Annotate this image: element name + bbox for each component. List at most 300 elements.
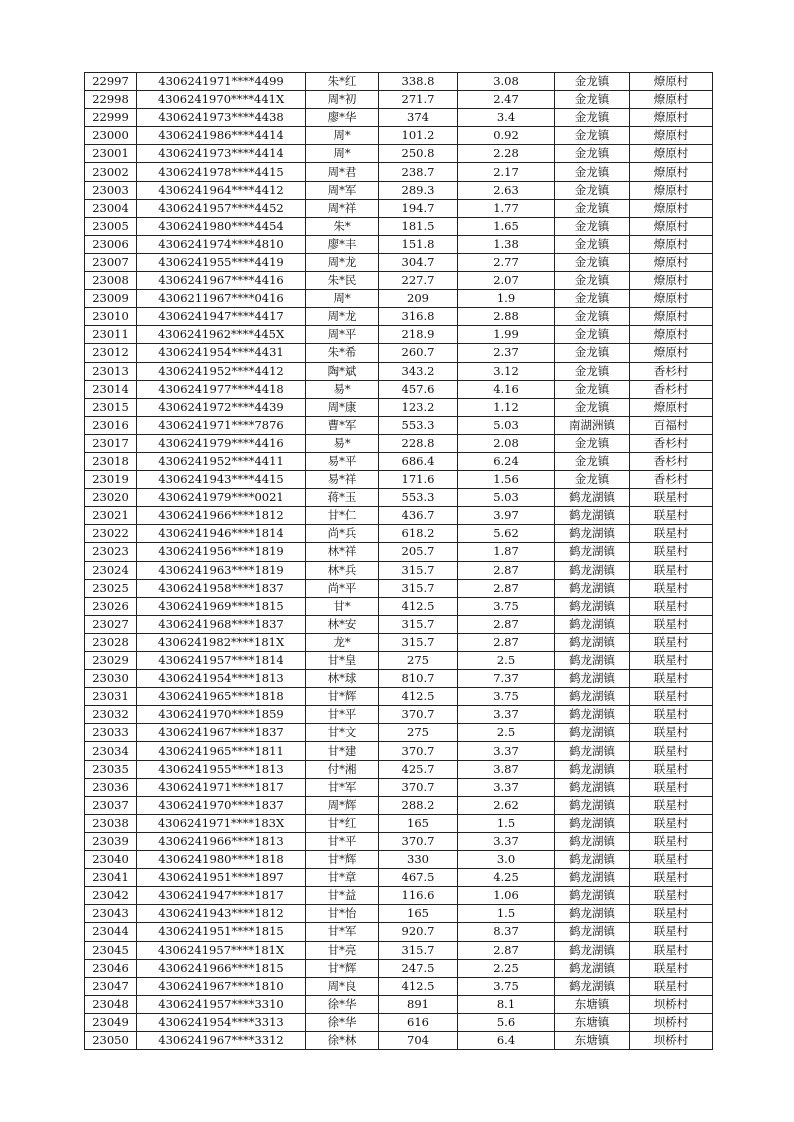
name-cell: 朱*红: [306, 73, 379, 91]
name-cell: 易*平: [306, 452, 379, 470]
area-cell: 315.7: [379, 561, 458, 579]
village-cell: 联星村: [630, 742, 713, 760]
id-number-cell: 4306241947****4417: [137, 308, 306, 326]
id-number-cell: 4306241943****4415: [137, 471, 306, 489]
table-row: [85, 91, 713, 109]
amount-cell: 2.28: [458, 145, 555, 163]
area-cell: 412.5: [379, 688, 458, 706]
village-cell: 联星村: [630, 851, 713, 869]
name-cell: 林*兵: [306, 561, 379, 579]
id-number-cell: 4306241958****1837: [137, 579, 306, 597]
area-cell: 315.7: [379, 633, 458, 651]
row-number-cell: 23004: [85, 199, 137, 217]
village-cell: 联星村: [630, 597, 713, 615]
village-cell: 联星村: [630, 905, 713, 923]
row-number-cell: 23026: [85, 597, 137, 615]
name-cell: 林*祥: [306, 543, 379, 561]
id-number-cell: 4306241966****1812: [137, 507, 306, 525]
table-row: [85, 597, 713, 615]
area-cell: 370.7: [379, 706, 458, 724]
area-cell: 275: [379, 652, 458, 670]
amount-cell: 3.37: [458, 832, 555, 850]
amount-cell: 2.47: [458, 91, 555, 109]
name-cell: 林*安: [306, 615, 379, 633]
name-cell: 甘*平: [306, 832, 379, 850]
table-row: [85, 489, 713, 507]
name-cell: 甘*辉: [306, 688, 379, 706]
name-cell: 周*: [306, 290, 379, 308]
id-number-cell: 4306241952****4411: [137, 452, 306, 470]
name-cell: 朱*: [306, 217, 379, 235]
table-row: [85, 561, 713, 579]
town-cell: 鹤龙湖镇: [555, 742, 630, 760]
amount-cell: 6.24: [458, 452, 555, 470]
name-cell: 甘*仁: [306, 507, 379, 525]
name-cell: 周*平: [306, 326, 379, 344]
table-row: [85, 742, 713, 760]
row-number-cell: 23000: [85, 127, 137, 145]
table-row: [85, 416, 713, 434]
amount-cell: 2.87: [458, 615, 555, 633]
area-cell: 316.8: [379, 308, 458, 326]
id-number-cell: 4306241970****441X: [137, 91, 306, 109]
table-row: [85, 362, 713, 380]
row-number-cell: 23029: [85, 652, 137, 670]
name-cell: 易*祥: [306, 471, 379, 489]
town-cell: 鹤龙湖镇: [555, 579, 630, 597]
village-cell: 燎原村: [630, 253, 713, 271]
village-cell: 坝桥村: [630, 1031, 713, 1049]
amount-cell: 3.4: [458, 109, 555, 127]
town-cell: 金龙镇: [555, 380, 630, 398]
id-number-cell: 4306241955****4419: [137, 253, 306, 271]
area-cell: 205.7: [379, 543, 458, 561]
amount-cell: 1.5: [458, 905, 555, 923]
id-number-cell: 4306241970****1837: [137, 796, 306, 814]
town-cell: 金龙镇: [555, 91, 630, 109]
area-cell: 238.7: [379, 163, 458, 181]
area-cell: 553.3: [379, 416, 458, 434]
village-cell: 燎原村: [630, 326, 713, 344]
area-cell: 218.9: [379, 326, 458, 344]
id-number-cell: 4306241952****4412: [137, 362, 306, 380]
village-cell: 联星村: [630, 778, 713, 796]
table-row: [85, 109, 713, 127]
town-cell: 金龙镇: [555, 290, 630, 308]
area-cell: 920.7: [379, 923, 458, 941]
amount-cell: 1.9: [458, 290, 555, 308]
row-number-cell: 23047: [85, 977, 137, 995]
area-cell: 165: [379, 905, 458, 923]
name-cell: 甘*亮: [306, 941, 379, 959]
name-cell: 尚*平: [306, 579, 379, 597]
name-cell: 廖*华: [306, 109, 379, 127]
town-cell: 鹤龙湖镇: [555, 507, 630, 525]
row-number-cell: 23044: [85, 923, 137, 941]
id-number-cell: 4306241973****4438: [137, 109, 306, 127]
town-cell: 金龙镇: [555, 199, 630, 217]
id-number-cell: 4306241978****4415: [137, 163, 306, 181]
row-number-cell: 23024: [85, 561, 137, 579]
row-number-cell: 23028: [85, 633, 137, 651]
town-cell: 金龙镇: [555, 181, 630, 199]
table-row: [85, 471, 713, 489]
area-cell: 101.2: [379, 127, 458, 145]
name-cell: 周*康: [306, 398, 379, 416]
area-cell: 304.7: [379, 253, 458, 271]
area-cell: 338.8: [379, 73, 458, 91]
id-number-cell: 4306241955****1813: [137, 760, 306, 778]
table-row: [85, 652, 713, 670]
data-table: [84, 72, 713, 1050]
table-row: [85, 290, 713, 308]
amount-cell: 1.12: [458, 398, 555, 416]
town-cell: 鹤龙湖镇: [555, 977, 630, 995]
id-number-cell: 4306241967****1810: [137, 977, 306, 995]
town-cell: 鹤龙湖镇: [555, 778, 630, 796]
area-cell: 315.7: [379, 941, 458, 959]
name-cell: 周*: [306, 127, 379, 145]
village-cell: 联星村: [630, 543, 713, 561]
town-cell: 金龙镇: [555, 73, 630, 91]
row-number-cell: 23020: [85, 489, 137, 507]
id-number-cell: 4306211967****0416: [137, 290, 306, 308]
table-row: [85, 796, 713, 814]
town-cell: 金龙镇: [555, 398, 630, 416]
town-cell: 东塘镇: [555, 1013, 630, 1031]
id-number-cell: 4306241967****1837: [137, 724, 306, 742]
village-cell: 坝桥村: [630, 995, 713, 1013]
town-cell: 鹤龙湖镇: [555, 887, 630, 905]
amount-cell: 2.5: [458, 724, 555, 742]
village-cell: 联星村: [630, 670, 713, 688]
town-cell: 金龙镇: [555, 434, 630, 452]
area-cell: 250.8: [379, 145, 458, 163]
row-number-cell: 23025: [85, 579, 137, 597]
table-row: [85, 579, 713, 597]
table-row: [85, 326, 713, 344]
row-number-cell: 23015: [85, 398, 137, 416]
amount-cell: 2.5: [458, 652, 555, 670]
village-cell: 联星村: [630, 615, 713, 633]
village-cell: 联星村: [630, 525, 713, 543]
area-cell: 330: [379, 851, 458, 869]
name-cell: 甘*平: [306, 706, 379, 724]
amount-cell: 3.87: [458, 760, 555, 778]
amount-cell: 1.06: [458, 887, 555, 905]
village-cell: 联星村: [630, 977, 713, 995]
village-cell: 燎原村: [630, 235, 713, 253]
table-row: [85, 344, 713, 362]
table-row: [85, 217, 713, 235]
area-cell: 181.5: [379, 217, 458, 235]
id-number-cell: 4306241947****1817: [137, 887, 306, 905]
id-number-cell: 4306241977****4418: [137, 380, 306, 398]
amount-cell: 3.08: [458, 73, 555, 91]
id-number-cell: 4306241968****1837: [137, 615, 306, 633]
area-cell: 315.7: [379, 579, 458, 597]
area-cell: 194.7: [379, 199, 458, 217]
village-cell: 联星村: [630, 941, 713, 959]
id-number-cell: 4306241971****183X: [137, 814, 306, 832]
village-cell: 燎原村: [630, 217, 713, 235]
row-number-cell: 23001: [85, 145, 137, 163]
table-row: [85, 163, 713, 181]
name-cell: 朱*希: [306, 344, 379, 362]
row-number-cell: 23049: [85, 1013, 137, 1031]
name-cell: 甘*红: [306, 814, 379, 832]
town-cell: 东塘镇: [555, 1031, 630, 1049]
town-cell: 鹤龙湖镇: [555, 941, 630, 959]
amount-cell: 6.4: [458, 1031, 555, 1049]
id-number-cell: 4306241972****4439: [137, 398, 306, 416]
table-row: [85, 941, 713, 959]
table-body: [85, 73, 713, 1050]
area-cell: 436.7: [379, 507, 458, 525]
town-cell: 鹤龙湖镇: [555, 525, 630, 543]
town-cell: 鹤龙湖镇: [555, 652, 630, 670]
area-cell: 315.7: [379, 615, 458, 633]
village-cell: 联星村: [630, 579, 713, 597]
table-row: [85, 832, 713, 850]
id-number-cell: 4306241967****3312: [137, 1031, 306, 1049]
town-cell: 金龙镇: [555, 253, 630, 271]
row-number-cell: 23009: [85, 290, 137, 308]
id-number-cell: 4306241986****4414: [137, 127, 306, 145]
row-number-cell: 23045: [85, 941, 137, 959]
id-number-cell: 4306241957****1814: [137, 652, 306, 670]
area-cell: 227.7: [379, 272, 458, 290]
amount-cell: 2.62: [458, 796, 555, 814]
town-cell: 鹤龙湖镇: [555, 905, 630, 923]
village-cell: 联星村: [630, 652, 713, 670]
village-cell: 燎原村: [630, 272, 713, 290]
village-cell: 联星村: [630, 561, 713, 579]
town-cell: 鹤龙湖镇: [555, 597, 630, 615]
row-number-cell: 23016: [85, 416, 137, 434]
table-row: [85, 525, 713, 543]
town-cell: 鹤龙湖镇: [555, 543, 630, 561]
name-cell: 甘*文: [306, 724, 379, 742]
area-cell: 553.3: [379, 489, 458, 507]
table-row: [85, 398, 713, 416]
amount-cell: 4.25: [458, 869, 555, 887]
amount-cell: 2.08: [458, 434, 555, 452]
amount-cell: 1.65: [458, 217, 555, 235]
id-number-cell: 4306241951****1897: [137, 869, 306, 887]
id-number-cell: 4306241971****4499: [137, 73, 306, 91]
village-cell: 燎原村: [630, 308, 713, 326]
town-cell: 金龙镇: [555, 145, 630, 163]
area-cell: 425.7: [379, 760, 458, 778]
table-row: [85, 760, 713, 778]
area-cell: 151.8: [379, 235, 458, 253]
area-cell: 686.4: [379, 452, 458, 470]
id-number-cell: 4306241957****3310: [137, 995, 306, 1013]
name-cell: 廖*丰: [306, 235, 379, 253]
village-cell: 香杉村: [630, 380, 713, 398]
table-row: [85, 73, 713, 91]
row-number-cell: 23048: [85, 995, 137, 1013]
name-cell: 徐*华: [306, 1013, 379, 1031]
town-cell: 金龙镇: [555, 272, 630, 290]
id-number-cell: 4306241965****1818: [137, 688, 306, 706]
name-cell: 甘*辉: [306, 851, 379, 869]
row-number-cell: 23014: [85, 380, 137, 398]
area-cell: 209: [379, 290, 458, 308]
town-cell: 南湖洲镇: [555, 416, 630, 434]
table-row: [85, 724, 713, 742]
row-number-cell: 23041: [85, 869, 137, 887]
row-number-cell: 23038: [85, 814, 137, 832]
amount-cell: 3.37: [458, 742, 555, 760]
id-number-cell: 4306241956****1819: [137, 543, 306, 561]
village-cell: 联星村: [630, 633, 713, 651]
area-cell: 275: [379, 724, 458, 742]
area-cell: 374: [379, 109, 458, 127]
area-cell: 260.7: [379, 344, 458, 362]
table-row: [85, 615, 713, 633]
table-row: [85, 887, 713, 905]
table-row: [85, 1013, 713, 1031]
row-number-cell: 23005: [85, 217, 137, 235]
id-number-cell: 4306241980****4454: [137, 217, 306, 235]
name-cell: 付*湘: [306, 760, 379, 778]
village-cell: 联星村: [630, 760, 713, 778]
area-cell: 165: [379, 814, 458, 832]
id-number-cell: 4306241962****445X: [137, 326, 306, 344]
area-cell: 288.2: [379, 796, 458, 814]
area-cell: 370.7: [379, 832, 458, 850]
town-cell: 鹤龙湖镇: [555, 814, 630, 832]
name-cell: 甘*辉: [306, 959, 379, 977]
amount-cell: 1.99: [458, 326, 555, 344]
table-row: [85, 308, 713, 326]
area-cell: 704: [379, 1031, 458, 1049]
name-cell: 龙*: [306, 633, 379, 651]
town-cell: 鹤龙湖镇: [555, 760, 630, 778]
town-cell: 金龙镇: [555, 326, 630, 344]
amount-cell: 8.37: [458, 923, 555, 941]
village-cell: 联星村: [630, 869, 713, 887]
name-cell: 朱*民: [306, 272, 379, 290]
village-cell: 联星村: [630, 814, 713, 832]
area-cell: 467.5: [379, 869, 458, 887]
village-cell: 燎原村: [630, 127, 713, 145]
village-cell: 燎原村: [630, 398, 713, 416]
amount-cell: 1.38: [458, 235, 555, 253]
table-row: [85, 235, 713, 253]
id-number-cell: 4306241967****4416: [137, 272, 306, 290]
name-cell: 周*: [306, 145, 379, 163]
amount-cell: 2.77: [458, 253, 555, 271]
name-cell: 甘*建: [306, 742, 379, 760]
town-cell: 金龙镇: [555, 127, 630, 145]
village-cell: 联星村: [630, 507, 713, 525]
amount-cell: 2.37: [458, 344, 555, 362]
row-number-cell: 23032: [85, 706, 137, 724]
area-cell: 891: [379, 995, 458, 1013]
row-number-cell: 23023: [85, 543, 137, 561]
row-number-cell: 23019: [85, 471, 137, 489]
amount-cell: 2.63: [458, 181, 555, 199]
table-row: [85, 923, 713, 941]
town-cell: 鹤龙湖镇: [555, 688, 630, 706]
id-number-cell: 4306241970****1859: [137, 706, 306, 724]
name-cell: 甘*怡: [306, 905, 379, 923]
id-number-cell: 4306241965****1811: [137, 742, 306, 760]
table-row: [85, 145, 713, 163]
row-number-cell: 23017: [85, 434, 137, 452]
amount-cell: 2.17: [458, 163, 555, 181]
table-row: [85, 199, 713, 217]
town-cell: 金龙镇: [555, 452, 630, 470]
id-number-cell: 4306241966****1815: [137, 959, 306, 977]
amount-cell: 1.87: [458, 543, 555, 561]
village-cell: 百福村: [630, 416, 713, 434]
area-cell: 370.7: [379, 742, 458, 760]
area-cell: 171.6: [379, 471, 458, 489]
row-number-cell: 23012: [85, 344, 137, 362]
village-cell: 联星村: [630, 688, 713, 706]
village-cell: 燎原村: [630, 199, 713, 217]
village-cell: 香杉村: [630, 452, 713, 470]
village-cell: 坝桥村: [630, 1013, 713, 1031]
village-cell: 香杉村: [630, 471, 713, 489]
area-cell: 123.2: [379, 398, 458, 416]
id-number-cell: 4306241954****3313: [137, 1013, 306, 1031]
village-cell: 联星村: [630, 887, 713, 905]
village-cell: 联星村: [630, 489, 713, 507]
table-row: [85, 452, 713, 470]
name-cell: 周*龙: [306, 253, 379, 271]
id-number-cell: 4306241943****1812: [137, 905, 306, 923]
town-cell: 鹤龙湖镇: [555, 633, 630, 651]
id-number-cell: 4306241957****4452: [137, 199, 306, 217]
village-cell: 燎原村: [630, 181, 713, 199]
area-cell: 412.5: [379, 597, 458, 615]
town-cell: 鹤龙湖镇: [555, 869, 630, 887]
row-number-cell: 23033: [85, 724, 137, 742]
amount-cell: 2.87: [458, 941, 555, 959]
row-number-cell: 23027: [85, 615, 137, 633]
id-number-cell: 4306241954****4431: [137, 344, 306, 362]
table-row: [85, 814, 713, 832]
name-cell: 徐*华: [306, 995, 379, 1013]
id-number-cell: 4306241966****1813: [137, 832, 306, 850]
area-cell: 616: [379, 1013, 458, 1031]
row-number-cell: 23031: [85, 688, 137, 706]
town-cell: 金龙镇: [555, 235, 630, 253]
name-cell: 甘*: [306, 597, 379, 615]
name-cell: 易*: [306, 380, 379, 398]
town-cell: 鹤龙湖镇: [555, 724, 630, 742]
table-row: [85, 959, 713, 977]
amount-cell: 2.87: [458, 579, 555, 597]
area-cell: 271.7: [379, 91, 458, 109]
amount-cell: 3.0: [458, 851, 555, 869]
town-cell: 东塘镇: [555, 995, 630, 1013]
town-cell: 金龙镇: [555, 217, 630, 235]
name-cell: 甘*军: [306, 778, 379, 796]
village-cell: 燎原村: [630, 145, 713, 163]
area-cell: 343.2: [379, 362, 458, 380]
name-cell: 周*祥: [306, 199, 379, 217]
id-number-cell: 4306241971****7876: [137, 416, 306, 434]
village-cell: 燎原村: [630, 344, 713, 362]
town-cell: 鹤龙湖镇: [555, 489, 630, 507]
town-cell: 金龙镇: [555, 163, 630, 181]
